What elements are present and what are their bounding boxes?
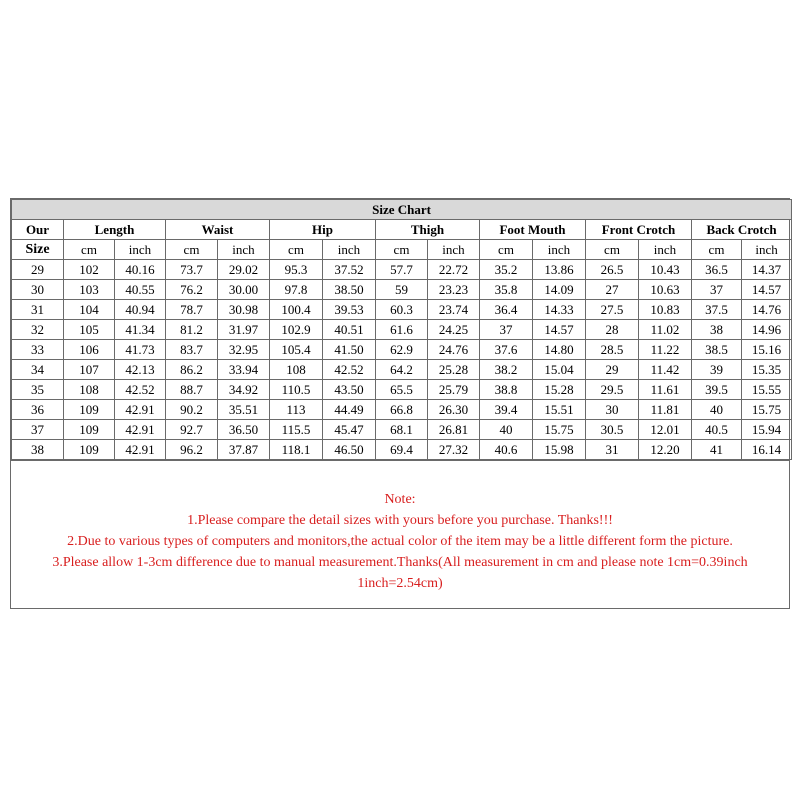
note-heading: Note:	[384, 492, 416, 507]
measurement-cell: 15.75	[533, 420, 586, 440]
unit-inch: inch	[428, 240, 480, 260]
measurement-cell: 38	[692, 320, 742, 340]
unit-cm: cm	[480, 240, 533, 260]
size-cell: 32	[12, 320, 64, 340]
header-hip: Hip	[270, 220, 376, 240]
measurement-cell: 15.94	[742, 420, 792, 440]
header-back-crotch: Back Crotch	[692, 220, 792, 240]
measurement-cell: 102	[64, 260, 115, 280]
measurement-cell: 40.94	[115, 300, 166, 320]
measurement-cell: 42.52	[115, 380, 166, 400]
measurement-cell: 27.5	[586, 300, 639, 320]
measurement-cell: 105.4	[270, 340, 323, 360]
measurement-cell: 105	[64, 320, 115, 340]
size-header-line1: Our	[12, 220, 64, 240]
measurement-cell: 16.14	[742, 440, 792, 460]
unit-inch: inch	[639, 240, 692, 260]
measurement-cell: 95.3	[270, 260, 323, 280]
table-row	[12, 380, 792, 400]
measurement-cell: 14.37	[742, 260, 792, 280]
measurement-cell: 27.32	[428, 440, 480, 460]
header-row	[12, 220, 792, 240]
measurement-cell: 38.50	[323, 280, 376, 300]
measurement-cell: 14.33	[533, 300, 586, 320]
note-line-4: 1inch=2.54cm)	[357, 576, 443, 591]
measurement-cell: 41	[692, 440, 742, 460]
measurement-cell: 34.92	[218, 380, 270, 400]
measurement-cell: 118.1	[270, 440, 323, 460]
measurement-cell: 41.34	[115, 320, 166, 340]
measurement-cell: 15.28	[533, 380, 586, 400]
measurement-cell: 59	[376, 280, 428, 300]
unit-cm: cm	[586, 240, 639, 260]
measurement-cell: 44.49	[323, 400, 376, 420]
measurement-cell: 24.25	[428, 320, 480, 340]
size-cell: 30	[12, 280, 64, 300]
unit-inch: inch	[742, 240, 792, 260]
table-row	[12, 360, 792, 380]
measurement-cell: 35.2	[480, 260, 533, 280]
measurement-cell: 102.9	[270, 320, 323, 340]
unit-cm: cm	[376, 240, 428, 260]
measurement-cell: 32.95	[218, 340, 270, 360]
measurement-cell: 42.13	[115, 360, 166, 380]
measurement-cell: 11.81	[639, 400, 692, 420]
measurement-cell: 35.8	[480, 280, 533, 300]
measurement-cell: 25.28	[428, 360, 480, 380]
measurement-cell: 31	[586, 440, 639, 460]
size-table	[11, 199, 792, 460]
measurement-cell: 40	[480, 420, 533, 440]
size-header-line2: Size	[12, 240, 64, 260]
measurement-cell: 42.91	[115, 420, 166, 440]
measurement-cell: 42.91	[115, 400, 166, 420]
unit-cm: cm	[692, 240, 742, 260]
table-row	[12, 280, 792, 300]
size-cell: 31	[12, 300, 64, 320]
note-line-1: 1.Please compare the detail sizes with yours before you purchase. Thanks!!!	[187, 513, 613, 528]
measurement-cell: 43.50	[323, 380, 376, 400]
measurement-cell: 37.5	[692, 300, 742, 320]
measurement-cell: 27	[586, 280, 639, 300]
size-chart	[10, 198, 790, 609]
measurement-cell: 38.2	[480, 360, 533, 380]
measurement-cell: 97.8	[270, 280, 323, 300]
measurement-cell: 22.72	[428, 260, 480, 280]
measurement-cell: 109	[64, 420, 115, 440]
size-cell: 38	[12, 440, 64, 460]
measurement-cell: 26.81	[428, 420, 480, 440]
measurement-cell: 69.4	[376, 440, 428, 460]
unit-inch: inch	[533, 240, 586, 260]
measurement-cell: 81.2	[166, 320, 218, 340]
header-waist: Waist	[166, 220, 270, 240]
measurement-cell: 106	[64, 340, 115, 360]
table-row	[12, 320, 792, 340]
measurement-cell: 60.3	[376, 300, 428, 320]
measurement-cell: 115.5	[270, 420, 323, 440]
title-row	[12, 200, 792, 220]
measurement-cell: 15.51	[533, 400, 586, 420]
measurement-cell: 109	[64, 440, 115, 460]
measurement-cell: 15.98	[533, 440, 586, 460]
measurement-cell: 40.51	[323, 320, 376, 340]
measurement-cell: 40.5	[692, 420, 742, 440]
measurement-cell: 31.97	[218, 320, 270, 340]
note-line-2: 2.Due to various types of computers and monitors,the actual color of the item may be a little different form the picture.	[67, 534, 733, 549]
measurement-cell: 13.86	[533, 260, 586, 280]
header-thigh: Thigh	[376, 220, 480, 240]
table-row	[12, 420, 792, 440]
measurement-cell: 23.23	[428, 280, 480, 300]
measurement-cell: 28	[586, 320, 639, 340]
measurement-cell: 10.63	[639, 280, 692, 300]
measurement-cell: 78.7	[166, 300, 218, 320]
measurement-cell: 40.6	[480, 440, 533, 460]
measurement-cell: 11.22	[639, 340, 692, 360]
notes-section	[11, 460, 789, 608]
table-row	[12, 400, 792, 420]
measurement-cell: 37	[692, 280, 742, 300]
measurement-cell: 30.00	[218, 280, 270, 300]
measurement-cell: 42.52	[323, 360, 376, 380]
measurement-cell: 30	[586, 400, 639, 420]
unit-inch: inch	[115, 240, 166, 260]
measurement-cell: 30.98	[218, 300, 270, 320]
measurement-cell: 39.53	[323, 300, 376, 320]
header-length: Length	[64, 220, 166, 240]
measurement-cell: 83.7	[166, 340, 218, 360]
measurement-cell: 14.57	[742, 280, 792, 300]
measurement-cell: 104	[64, 300, 115, 320]
size-cell: 29	[12, 260, 64, 280]
measurement-cell: 40.16	[115, 260, 166, 280]
note-line-3: 3.Please allow 1-3cm difference due to manual measurement.Thanks(All measurement in cm and please note 1cm=0.39inch	[52, 555, 748, 570]
measurement-cell: 14.09	[533, 280, 586, 300]
measurement-cell: 15.16	[742, 340, 792, 360]
measurement-cell: 12.01	[639, 420, 692, 440]
measurement-cell: 45.47	[323, 420, 376, 440]
measurement-cell: 23.74	[428, 300, 480, 320]
measurement-cell: 36.4	[480, 300, 533, 320]
measurement-cell: 62.9	[376, 340, 428, 360]
size-cell: 36	[12, 400, 64, 420]
measurement-cell: 38.8	[480, 380, 533, 400]
measurement-cell: 40	[692, 400, 742, 420]
measurement-cell: 90.2	[166, 400, 218, 420]
measurement-cell: 10.43	[639, 260, 692, 280]
table-row	[12, 340, 792, 360]
measurement-cell: 103	[64, 280, 115, 300]
table-row	[12, 260, 792, 280]
measurement-cell: 29	[586, 360, 639, 380]
measurement-cell: 15.75	[742, 400, 792, 420]
measurement-cell: 37.52	[323, 260, 376, 280]
unit-cm: cm	[64, 240, 115, 260]
measurement-cell: 37.87	[218, 440, 270, 460]
measurement-cell: 29.5	[586, 380, 639, 400]
unit-inch: inch	[218, 240, 270, 260]
measurement-cell: 15.35	[742, 360, 792, 380]
measurement-cell: 39	[692, 360, 742, 380]
measurement-cell: 29.02	[218, 260, 270, 280]
measurement-cell: 38.5	[692, 340, 742, 360]
table-row	[12, 440, 792, 460]
measurement-cell: 40.55	[115, 280, 166, 300]
measurement-cell: 14.76	[742, 300, 792, 320]
measurement-cell: 24.76	[428, 340, 480, 360]
measurement-cell: 42.91	[115, 440, 166, 460]
size-cell: 37	[12, 420, 64, 440]
measurement-cell: 36.50	[218, 420, 270, 440]
measurement-cell: 68.1	[376, 420, 428, 440]
measurement-cell: 11.02	[639, 320, 692, 340]
size-cell: 33	[12, 340, 64, 360]
measurement-cell: 39.5	[692, 380, 742, 400]
measurement-cell: 35.51	[218, 400, 270, 420]
measurement-cell: 113	[270, 400, 323, 420]
measurement-cell: 26.5	[586, 260, 639, 280]
measurement-cell: 66.8	[376, 400, 428, 420]
measurement-cell: 92.7	[166, 420, 218, 440]
measurement-cell: 11.61	[639, 380, 692, 400]
measurement-cell: 41.50	[323, 340, 376, 360]
measurement-cell: 14.57	[533, 320, 586, 340]
measurement-cell: 15.04	[533, 360, 586, 380]
measurement-cell: 14.80	[533, 340, 586, 360]
measurement-cell: 25.79	[428, 380, 480, 400]
measurement-cell: 76.2	[166, 280, 218, 300]
measurement-cell: 107	[64, 360, 115, 380]
measurement-cell: 64.2	[376, 360, 428, 380]
size-cell: 34	[12, 360, 64, 380]
measurement-cell: 109	[64, 400, 115, 420]
measurement-cell: 41.73	[115, 340, 166, 360]
measurement-cell: 39.4	[480, 400, 533, 420]
measurement-cell: 96.2	[166, 440, 218, 460]
measurement-cell: 88.7	[166, 380, 218, 400]
measurement-cell: 28.5	[586, 340, 639, 360]
measurement-cell: 36.5	[692, 260, 742, 280]
header-foot-mouth: Foot Mouth	[480, 220, 586, 240]
chart-title: Size Chart	[12, 200, 792, 220]
size-cell: 35	[12, 380, 64, 400]
measurement-cell: 108	[270, 360, 323, 380]
measurement-cell: 73.7	[166, 260, 218, 280]
table-row	[12, 300, 792, 320]
measurement-cell: 14.96	[742, 320, 792, 340]
unit-inch: inch	[323, 240, 376, 260]
measurement-cell: 10.83	[639, 300, 692, 320]
measurement-cell: 33.94	[218, 360, 270, 380]
header-front-crotch: Front Crotch	[586, 220, 692, 240]
measurement-cell: 65.5	[376, 380, 428, 400]
unit-row	[12, 240, 792, 260]
measurement-cell: 100.4	[270, 300, 323, 320]
measurement-cell: 12.20	[639, 440, 692, 460]
measurement-cell: 37	[480, 320, 533, 340]
measurement-cell: 46.50	[323, 440, 376, 460]
measurement-cell: 108	[64, 380, 115, 400]
measurement-cell: 37.6	[480, 340, 533, 360]
measurement-cell: 11.42	[639, 360, 692, 380]
measurement-cell: 86.2	[166, 360, 218, 380]
measurement-cell: 57.7	[376, 260, 428, 280]
unit-cm: cm	[270, 240, 323, 260]
measurement-cell: 26.30	[428, 400, 480, 420]
unit-cm: cm	[166, 240, 218, 260]
measurement-cell: 30.5	[586, 420, 639, 440]
measurement-cell: 61.6	[376, 320, 428, 340]
measurement-cell: 15.55	[742, 380, 792, 400]
measurement-cell: 110.5	[270, 380, 323, 400]
